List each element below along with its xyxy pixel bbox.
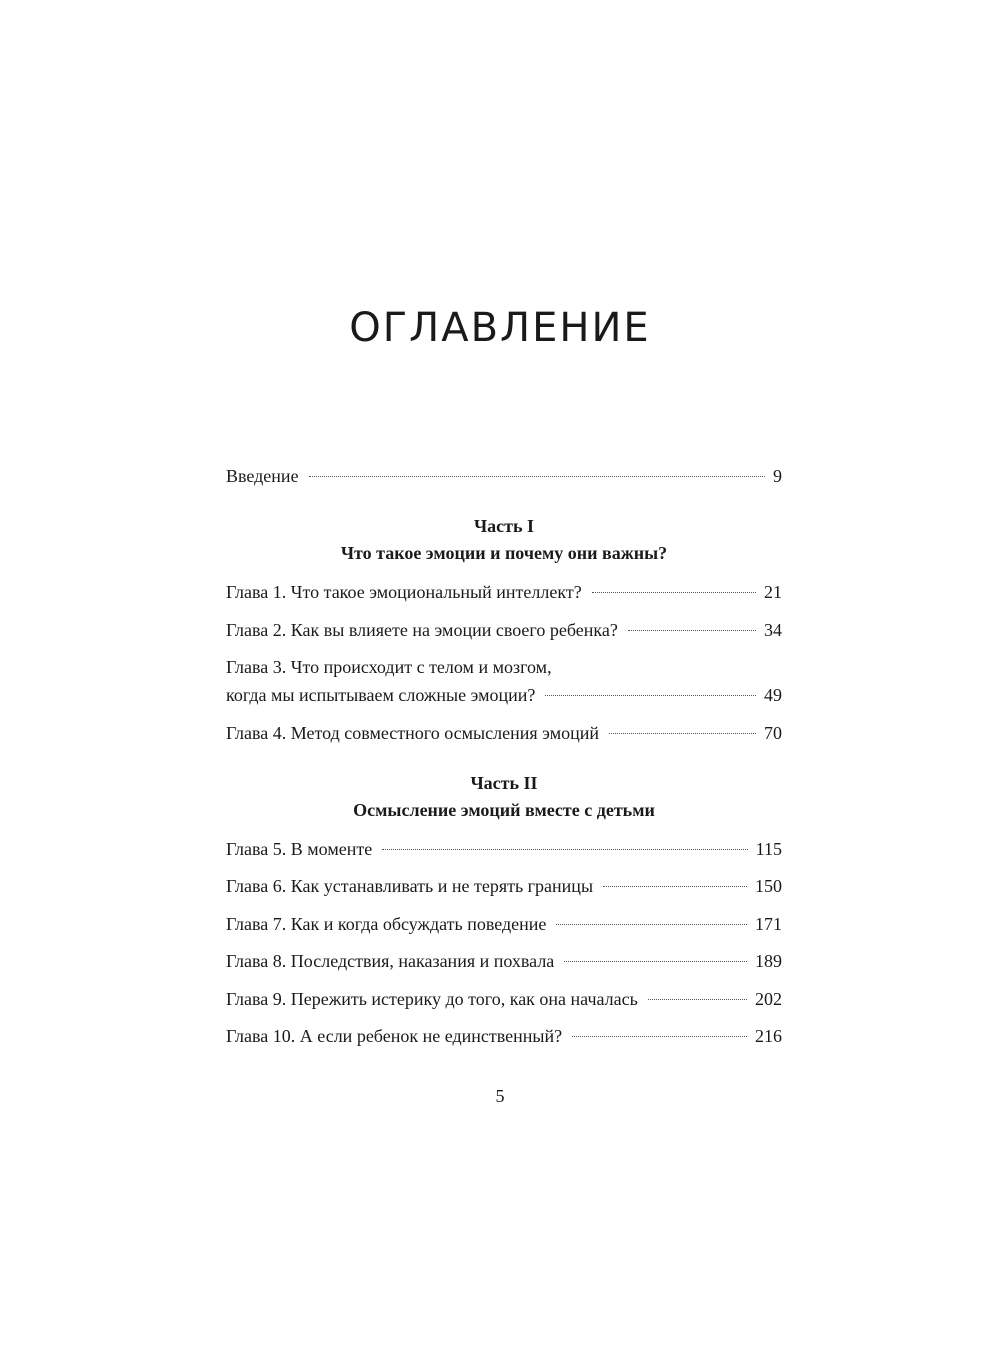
part-heading-2 (226, 770, 782, 824)
toc-entry-introduction[interactable] (226, 462, 782, 490)
toc-entry-page: 115 (755, 838, 782, 859)
toc-entry-chapter-4[interactable] (226, 719, 782, 747)
toc-entry-page: 171 (755, 913, 782, 934)
dot-leader (309, 476, 765, 477)
part-label: Часть II (470, 772, 538, 793)
toc-entry-chapter-2[interactable] (226, 616, 782, 644)
toc-entry-chapter-6[interactable] (226, 872, 782, 900)
toc-entry-label: Глава 7. Как и когда обсуждать поведение (226, 913, 547, 934)
part-label: Часть I (473, 516, 535, 536)
toc-entry-label-line2: когда мы испытываем сложные эмоции? (226, 685, 536, 705)
dot-leader (592, 592, 756, 593)
dot-leader (545, 695, 756, 696)
page-number: 5 (495, 1086, 505, 1106)
toc-entry-page: 189 (755, 951, 782, 971)
table-of-contents (226, 462, 782, 1060)
toc-entry-label: Глава 10. А если ребенок не единственный? (226, 1026, 563, 1046)
toc-entry-chapter-8[interactable] (226, 947, 782, 975)
toc-entry-label: Глава 9. Пережить истерику до того, как она началась (226, 988, 638, 1009)
toc-entry-page: 49 (764, 685, 782, 705)
page-title: ОГЛАВЛЕНИЕ (349, 305, 651, 351)
dot-leader (564, 961, 747, 962)
part-title: Осмысление эмоций вместе с детьми (353, 799, 655, 820)
toc-entry-label: Глава 2. Как вы влияете на эмоции своего ребенка? (226, 619, 618, 640)
toc-entry-page: 216 (755, 1026, 782, 1046)
toc-entry-label: Глава 1. Что такое эмоциональный интеллект? (226, 582, 582, 602)
toc-entry-chapter-10[interactable] (226, 1022, 782, 1050)
part-heading-1 (226, 513, 782, 567)
toc-entry-page: 21 (764, 582, 782, 602)
dot-leader (382, 849, 747, 850)
toc-entry-chapter-3[interactable] (226, 653, 782, 709)
toc-entry-chapter-5[interactable] (226, 835, 782, 863)
toc-entry-label: Глава 5. В моменте (226, 838, 373, 859)
toc-entry-page: 150 (755, 876, 782, 896)
dot-leader (628, 630, 756, 631)
toc-entry-label: Глава 4. Метод совместного осмысления эмоций (226, 722, 600, 743)
dot-leader (603, 886, 747, 887)
dot-leader (572, 1036, 747, 1037)
dot-leader (648, 999, 747, 1000)
toc-entry-page: 202 (755, 988, 782, 1009)
toc-entry-label: Глава 6. Как устанавливать и не терять границы (226, 876, 594, 896)
toc-entry-label-line1: Глава 3. Что происходит с телом и мозгом, (226, 657, 552, 677)
toc-entry-chapter-7[interactable] (226, 910, 782, 938)
toc-entry-chapter-9[interactable] (226, 985, 782, 1013)
toc-entry-page: 9 (773, 466, 782, 486)
toc-entry-page: 70 (764, 722, 782, 743)
toc-entry-label: Глава 8. Последствия, наказания и похвала (226, 951, 555, 971)
dot-leader (609, 733, 756, 734)
toc-entry-chapter-1[interactable] (226, 578, 782, 606)
toc-entry-label: Введение (226, 466, 299, 486)
part-title: Что такое эмоции и почему они важны? (340, 543, 668, 563)
toc-entry-page: 34 (764, 619, 782, 640)
dot-leader (556, 924, 747, 925)
